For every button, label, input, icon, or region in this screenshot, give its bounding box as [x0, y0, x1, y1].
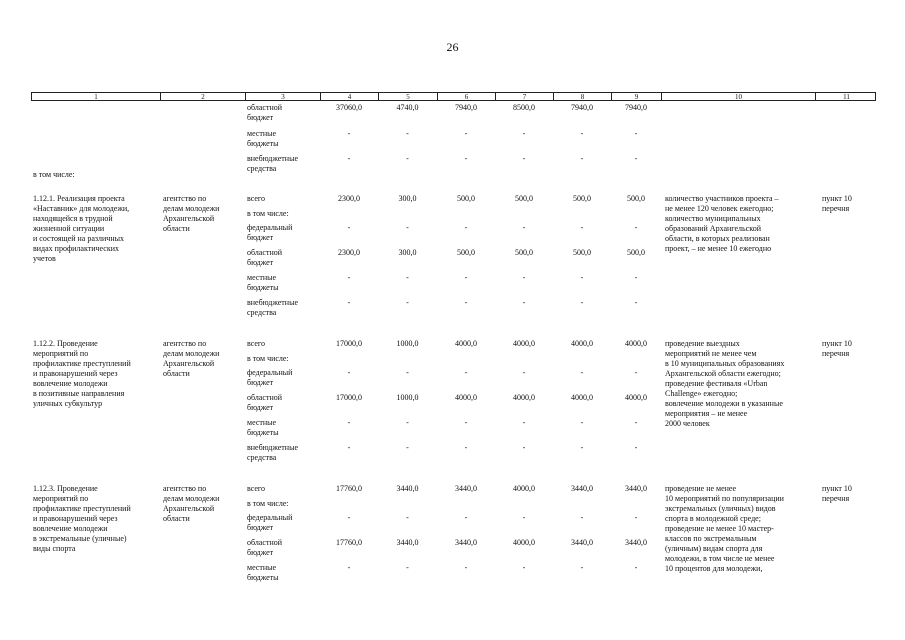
budget-source-label: местные — [247, 129, 277, 138]
executor-name: области — [163, 514, 190, 523]
amount-cell: 3440,0 — [455, 538, 477, 547]
budget-source-label: всего — [247, 484, 266, 493]
amount-cell: - — [464, 563, 468, 572]
budget-source-label: областной — [247, 393, 283, 402]
amount-cell: 500,0 — [573, 194, 591, 203]
amount-cell: 2300,0 — [338, 248, 360, 257]
amount-cell: 500,0 — [573, 248, 591, 257]
amount-cell: 2300,0 — [338, 194, 360, 203]
amount-cell: 7940,0 — [625, 103, 647, 112]
amount-cell: - — [406, 563, 409, 572]
amount-cell: - — [580, 563, 584, 572]
expected-result: (уличным) видам спорта для — [665, 544, 763, 553]
expected-result: образований Архангельской — [665, 224, 761, 233]
amount-cell: 3440,0 — [396, 538, 419, 547]
expected-result: молодежи, в том числе не менее — [665, 554, 775, 563]
amount-cell: - — [634, 563, 638, 572]
amount-cell: - — [347, 154, 351, 163]
amount-cell: 500,0 — [627, 248, 645, 257]
amount-cell: - — [464, 443, 468, 452]
expected-result: классов по экстремальным — [665, 534, 757, 543]
activity-title: мероприятий по — [33, 494, 89, 503]
activity-title: в позитивные направления — [33, 389, 125, 398]
activity-title: учетов — [33, 254, 56, 263]
header-col-3: 3 — [246, 93, 321, 100]
amount-cell: - — [580, 129, 584, 138]
expected-result: мероприятия – не менее — [665, 409, 748, 418]
expected-result: проведение не менее 10 мастер- — [665, 524, 774, 533]
amount-cell: - — [406, 154, 409, 163]
amount-cell: - — [347, 418, 351, 427]
budget-source-label: местные — [247, 273, 277, 282]
amount-cell: - — [464, 129, 468, 138]
executor-name: агентство по — [163, 194, 207, 203]
amount-cell: - — [580, 273, 584, 282]
reference-cell: перечня — [822, 204, 850, 213]
amount-cell: - — [522, 443, 526, 452]
executor-name: области — [163, 369, 190, 378]
amount-cell: - — [522, 563, 526, 572]
activity-title: виды спорта — [33, 544, 76, 553]
budget-source-label: федеральный — [247, 223, 293, 232]
amount-cell: - — [347, 368, 351, 377]
amount-cell: 500,0 — [457, 194, 475, 203]
budget-source-label: федеральный — [247, 368, 293, 377]
amount-cell: - — [464, 154, 468, 163]
amount-cell: - — [464, 513, 468, 522]
amount-cell: - — [522, 513, 526, 522]
activity-title: 1.12.2. Проведение — [33, 339, 98, 348]
reference-cell: пункт 10 — [822, 339, 852, 348]
amount-cell: - — [522, 273, 526, 282]
executor-name: Архангельской — [163, 359, 215, 368]
amount-cell: - — [522, 154, 526, 163]
budget-source-label: бюджет — [247, 403, 274, 412]
executor-name: делам молодежи — [163, 494, 220, 503]
amount-cell: 4000,0 — [513, 538, 535, 547]
budget-source-label: в том числе: — [247, 209, 289, 218]
amount-cell: - — [464, 223, 468, 232]
amount-cell: - — [347, 273, 351, 282]
budget-source-label: бюджет — [247, 548, 274, 557]
expected-result: 10 процентов для молодежи, — [665, 564, 763, 573]
amount-cell: - — [406, 443, 409, 452]
budget-source-label: бюджет — [247, 258, 274, 267]
expected-result: количество муниципальных — [665, 214, 761, 223]
budget-source-label: средства — [247, 308, 277, 317]
amount-cell: 3440,0 — [455, 484, 477, 493]
amount-cell: - — [464, 298, 468, 307]
budget-source-label: средства — [247, 164, 277, 173]
expected-result: Challenge» ежегодно; — [665, 389, 738, 398]
budget-source-label: средства — [247, 453, 277, 462]
activity-title: профилактике преступлений — [33, 504, 131, 513]
header-col-4: 4 — [321, 93, 379, 100]
amount-cell: - — [634, 513, 638, 522]
amount-cell: 4000,0 — [513, 393, 535, 402]
amount-cell: - — [464, 368, 468, 377]
amount-cell: 3440,0 — [571, 538, 593, 547]
header-col-8: 8 — [554, 93, 612, 100]
expected-result: проведение фестиваля «Urban — [665, 379, 768, 388]
activity-title: жизненной ситуации — [33, 224, 105, 233]
budget-source-label: бюджеты — [247, 573, 279, 582]
header-col-6: 6 — [438, 93, 496, 100]
executor-name: Архангельской — [163, 504, 215, 513]
amount-cell: - — [347, 513, 351, 522]
amount-cell: - — [634, 443, 638, 452]
budget-source-label: бюджеты — [247, 428, 279, 437]
budget-source-label: областной — [247, 103, 283, 112]
amount-cell: - — [522, 298, 526, 307]
amount-cell: - — [406, 129, 409, 138]
amount-cell: 500,0 — [457, 248, 475, 257]
amount-cell: 3440,0 — [396, 484, 419, 493]
amount-cell: 37060,0 — [336, 103, 362, 112]
activity-title: в экстремальные (уличные) — [33, 534, 127, 543]
expected-result: области, в которых реализован — [665, 234, 770, 243]
amount-cell: 4000,0 — [513, 484, 535, 493]
budget-source-label: внебюджетные — [247, 443, 298, 452]
budget-source-label: бюджет — [247, 233, 274, 242]
expected-result: спорта в молодежной среде; — [665, 514, 761, 523]
expected-result: проект, – не менее 10 ежегодно — [665, 244, 772, 253]
amount-cell: 8500,0 — [513, 103, 535, 112]
executor-name: делам молодежи — [163, 349, 220, 358]
executor-name: агентство по — [163, 339, 207, 348]
expected-result: не менее 120 человек ежегодно; — [665, 204, 774, 213]
amount-cell: - — [347, 223, 351, 232]
amount-cell: 7940,0 — [571, 103, 593, 112]
expected-result: экстремальных (уличных) видов — [665, 504, 776, 513]
budget-source-label: бюджеты — [247, 139, 279, 148]
amount-cell: 4740,0 — [396, 103, 419, 112]
amount-cell: 17000,0 — [336, 339, 362, 348]
amount-cell: - — [634, 129, 638, 138]
activity-title: видах профилактических — [33, 244, 120, 253]
amount-cell: - — [347, 563, 351, 572]
amount-cell: 4000,0 — [571, 339, 593, 348]
header-col-2: 2 — [161, 93, 246, 100]
amount-cell: 17760,0 — [336, 538, 362, 547]
header-col-1: 1 — [32, 93, 161, 100]
amount-cell: - — [464, 418, 468, 427]
header-col-11: 11 — [843, 93, 850, 101]
amount-cell: - — [634, 273, 638, 282]
amount-cell: - — [580, 154, 584, 163]
amount-cell: - — [406, 368, 409, 377]
activity-title: «Наставник» для молодежи, — [33, 204, 130, 213]
budget-source-label: бюджет — [247, 378, 274, 387]
budget-source-label: бюджеты — [247, 283, 279, 292]
activity-title: и правонарушений через — [33, 514, 118, 523]
budget-source-label: местные — [247, 563, 277, 572]
executor-name: агентство по — [163, 484, 207, 493]
activity-title: 1.12.3. Проведение — [33, 484, 98, 493]
activity-title: профилактике преступлений — [33, 359, 131, 368]
amount-cell: - — [580, 368, 584, 377]
header-col-9: 9 — [612, 93, 662, 100]
activity-title: и состоящей на различных — [33, 234, 124, 243]
activity-title: и правонарушений через — [33, 369, 118, 378]
amount-cell: 500,0 — [515, 248, 533, 257]
budget-source-label: бюджет — [247, 523, 274, 532]
table-header-row — [31, 92, 876, 101]
reference-cell: пункт 10 — [822, 484, 852, 493]
reference-cell: перечня — [822, 494, 850, 503]
amount-cell: 4000,0 — [455, 339, 477, 348]
amount-cell: - — [406, 273, 409, 282]
amount-cell: 1000,0 — [396, 393, 419, 402]
amount-cell: - — [406, 223, 409, 232]
amount-cell: - — [522, 129, 526, 138]
reference-cell: перечня — [822, 349, 850, 358]
activity-title: уличных субкультур — [33, 399, 103, 408]
amount-cell: - — [406, 418, 409, 427]
amount-cell: 4000,0 — [513, 339, 535, 348]
expected-result: в 10 муниципальных образованиях — [665, 359, 785, 368]
amount-cell: - — [580, 513, 584, 522]
reference-cell: пункт 10 — [822, 194, 852, 203]
expected-result: Архангельской области ежегодно; — [665, 369, 781, 378]
amount-cell: 17000,0 — [336, 393, 362, 402]
amount-cell: 4000,0 — [625, 393, 647, 402]
amount-cell: - — [522, 418, 526, 427]
amount-cell: 500,0 — [515, 194, 533, 203]
budget-source-label: областной — [247, 248, 283, 257]
budget-source-label: всего — [247, 194, 266, 203]
activity-title: 1.12.1. Реализация проекта — [33, 194, 125, 203]
expected-result: проведение не менее — [665, 484, 737, 493]
amount-cell: - — [406, 298, 409, 307]
amount-cell: 7940,0 — [455, 103, 477, 112]
budget-source-label: внебюджетные — [247, 298, 298, 307]
expected-result: проведение выездных — [665, 339, 740, 348]
amount-cell: - — [347, 298, 351, 307]
amount-cell: - — [580, 418, 584, 427]
page-number: 26 — [446, 40, 459, 54]
amount-cell: - — [580, 298, 584, 307]
executor-name: делам молодежи — [163, 204, 220, 213]
budget-source-label: областной — [247, 538, 283, 547]
budget-source-label: местные — [247, 418, 277, 427]
amount-cell: 500,0 — [627, 194, 645, 203]
amount-cell: 4000,0 — [625, 339, 647, 348]
amount-cell: - — [522, 368, 526, 377]
header-col-7: 7 — [496, 93, 554, 100]
header-col-10: 10 — [662, 93, 816, 100]
amount-cell: 3440,0 — [625, 484, 647, 493]
activity-title: вовлечение молодежи — [33, 379, 108, 388]
executor-name: области — [163, 224, 190, 233]
amount-cell: - — [634, 298, 638, 307]
amount-cell: 4000,0 — [571, 393, 593, 402]
amount-cell: 300,0 — [398, 194, 417, 203]
expected-result: количество участников проекта – — [665, 194, 779, 203]
budget-source-label: в том числе: — [247, 354, 289, 363]
expected-result: 2000 человек — [665, 419, 710, 428]
budget-source-label: внебюджетные — [247, 154, 298, 163]
executor-name: Архангельской — [163, 214, 215, 223]
budget-source-label: федеральный — [247, 513, 293, 522]
amount-cell: 1000,0 — [396, 339, 419, 348]
activity-title: вовлечение молодежи — [33, 524, 108, 533]
expected-result: мероприятий не менее чем — [665, 349, 757, 358]
budget-source-label: в том числе: — [247, 499, 289, 508]
amount-cell: 17760,0 — [336, 484, 362, 493]
amount-cell: - — [522, 223, 526, 232]
header-col-5: 5 — [379, 93, 438, 100]
amount-cell: - — [464, 273, 468, 282]
amount-cell: 3440,0 — [625, 538, 647, 547]
amount-cell: - — [347, 443, 351, 452]
amount-cell: - — [634, 154, 638, 163]
amount-cell: 300,0 — [398, 248, 417, 257]
budget-source-label: всего — [247, 339, 266, 348]
budget-source-label: бюджет — [247, 113, 274, 122]
amount-cell: 3440,0 — [571, 484, 593, 493]
amount-cell: - — [634, 418, 638, 427]
activity-title: мероприятий по — [33, 349, 89, 358]
amount-cell: - — [580, 443, 584, 452]
amount-cell: - — [580, 223, 584, 232]
amount-cell: 4000,0 — [455, 393, 477, 402]
expected-result: 10 мероприятий по популяризации — [665, 494, 784, 503]
activity-title: находящейся в трудной — [33, 214, 113, 223]
in-total-label: в том числе: — [33, 170, 75, 179]
expected-result: вовлечение молодежи в указанные — [665, 399, 783, 408]
amount-cell: - — [347, 129, 351, 138]
amount-cell: - — [634, 368, 638, 377]
amount-cell: - — [406, 513, 409, 522]
amount-cell: - — [634, 223, 638, 232]
